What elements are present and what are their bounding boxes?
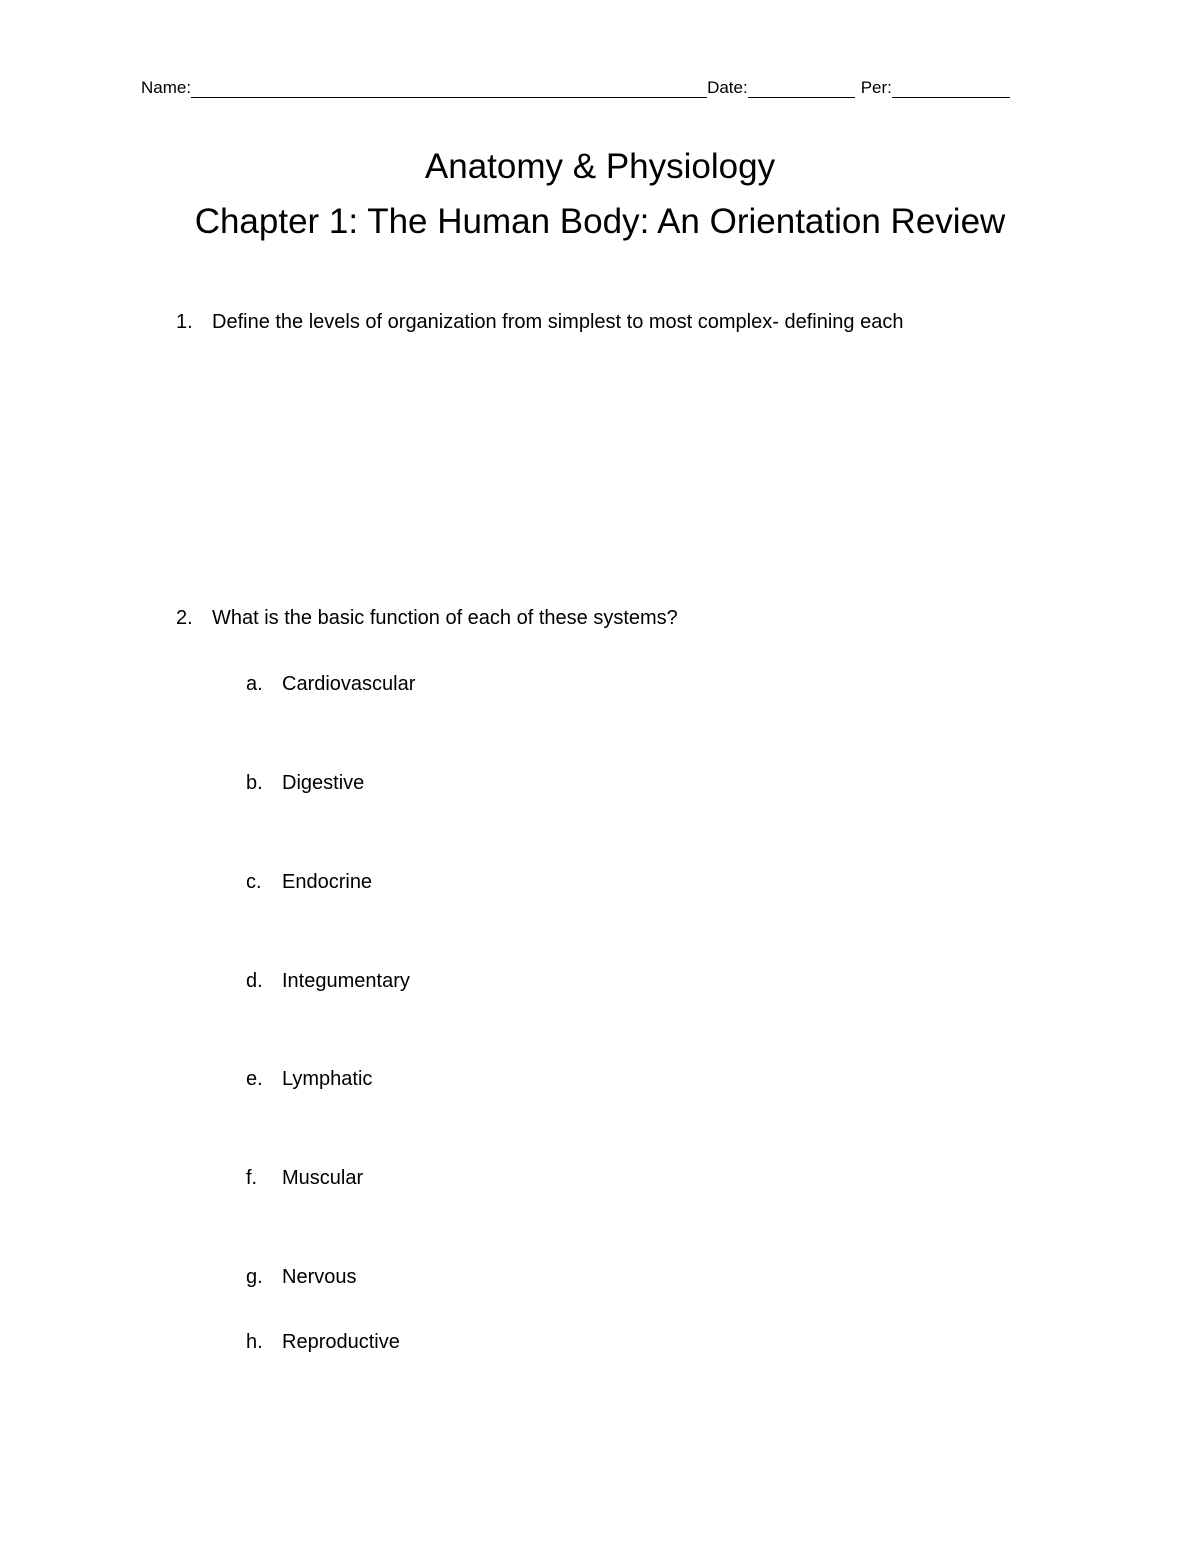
item-text: Lymphatic [282,1068,373,1090]
item-text: Nervous [282,1266,357,1288]
period-label: Per: [860,78,892,97]
item-letter: f. [246,1167,258,1189]
item-letter: g. [246,1266,263,1288]
question-text: Define the levels of organization from simplest to most complex- defining each [212,311,904,333]
name-blank[interactable] [191,78,707,98]
question-number: 2. [176,607,193,629]
item-text: Integumentary [282,970,410,992]
item-letter: c. [246,871,262,893]
period-blank[interactable] [892,78,1010,98]
item-text: Endocrine [282,871,373,893]
question-number: 1. [176,311,193,333]
item-letter: b. [246,772,263,794]
item-text: Reproductive [282,1331,400,1353]
name-label: Name: [141,78,192,97]
course-title: Anatomy & Physiology [424,147,776,186]
chapter-title: Chapter 1: The Human Body: An Orientation Review [194,202,1006,241]
question-text: What is the basic function of each of these systems? [212,607,678,629]
item-letter: a. [246,673,263,695]
date-blank[interactable] [748,78,855,98]
date-label: Date: [707,78,748,97]
item-text: Cardiovascular [282,673,416,695]
item-letter: h. [246,1331,263,1353]
item-text: Muscular [282,1167,364,1189]
item-letter: e. [246,1068,263,1090]
item-letter: d. [246,970,263,992]
item-text: Digestive [282,772,365,794]
student-info-line [141,74,1031,98]
